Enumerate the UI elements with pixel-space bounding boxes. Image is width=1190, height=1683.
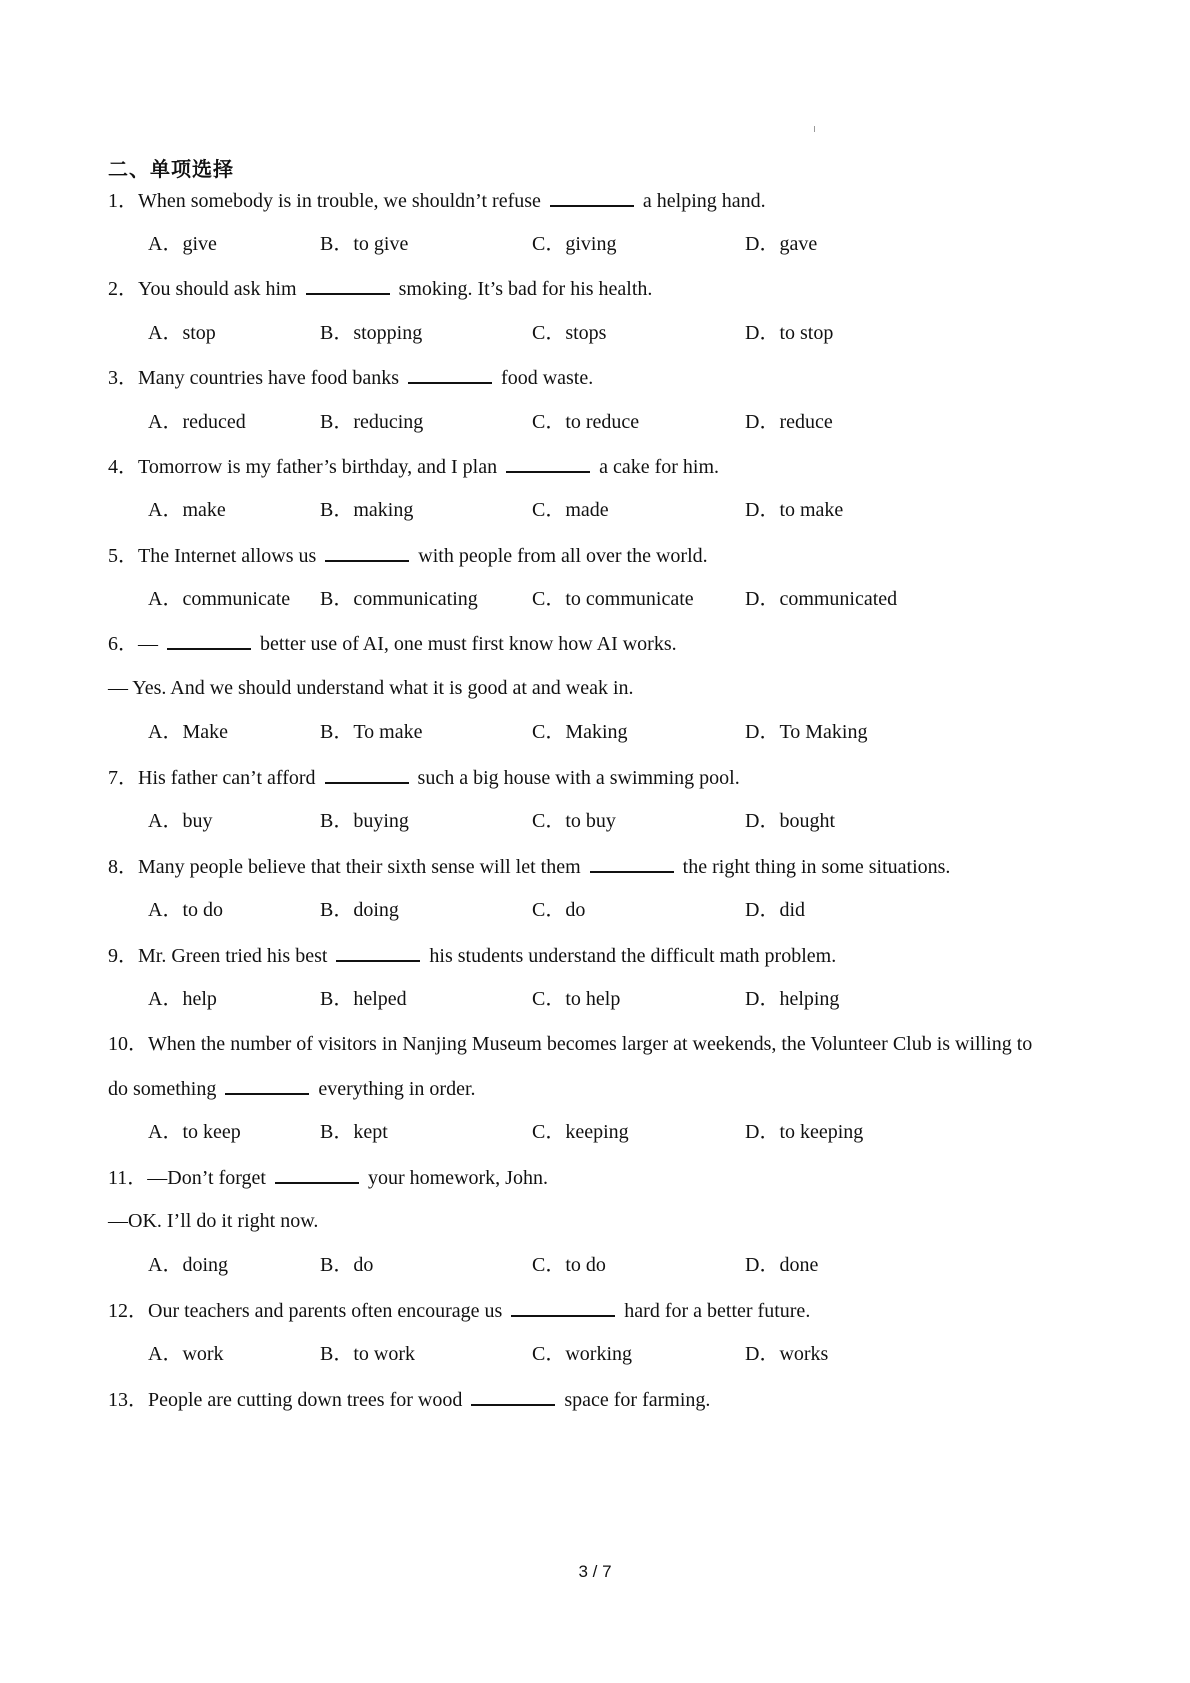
- question-3-option-A[interactable]: A．reduced: [148, 411, 246, 433]
- question-number: 4．: [108, 456, 138, 478]
- question-2-line-1: [108, 273, 652, 303]
- question-8-option-C[interactable]: C．do: [532, 899, 586, 921]
- question-text: Many countries have food banks: [138, 367, 405, 389]
- question-text: Tomorrow is my father’s birthday, and I plan: [138, 456, 503, 478]
- question-number: 12．: [108, 1300, 148, 1322]
- question-7-line-1: [108, 762, 740, 792]
- question-12-option-C[interactable]: C．working: [532, 1343, 632, 1365]
- question-text: hard for a better future.: [619, 1300, 811, 1322]
- question-text: space for farming.: [559, 1389, 711, 1411]
- section-title: 二、单项选择: [108, 157, 234, 181]
- question-10-line-1: [108, 1029, 1032, 1059]
- question-number: 11．: [108, 1167, 148, 1189]
- question-number: 13．: [108, 1389, 148, 1411]
- question-text: People are cutting down trees for wood: [148, 1389, 468, 1411]
- question-6-line-2: [108, 673, 634, 703]
- question-11-option-D[interactable]: D．done: [745, 1254, 819, 1276]
- question-10-option-D[interactable]: D．to keeping: [745, 1121, 864, 1143]
- question-9-line-1: [108, 940, 836, 970]
- answer-blank[interactable]: [167, 628, 251, 650]
- answer-blank[interactable]: [471, 1384, 555, 1406]
- question-9-option-B[interactable]: B．helped: [320, 988, 407, 1010]
- question-11-line-1: [108, 1162, 548, 1192]
- question-text: such a big house with a swimming pool.: [412, 767, 740, 789]
- question-2-option-C[interactable]: C．stops: [532, 322, 607, 344]
- question-number: 1．: [108, 190, 138, 212]
- answer-blank[interactable]: [225, 1073, 309, 1095]
- question-6-option-C[interactable]: C．Making: [532, 721, 628, 743]
- question-text: Many people believe that their sixth sense will let them: [138, 856, 586, 878]
- question-2-option-D[interactable]: D．to stop: [745, 322, 834, 344]
- answer-blank[interactable]: [550, 185, 634, 207]
- question-number: 6．: [108, 633, 138, 655]
- question-1-line-1: [108, 185, 766, 215]
- question-8-line-1: [108, 851, 950, 881]
- question-text: better use of AI, one must first know how AI works.: [255, 633, 677, 655]
- question-9-option-D[interactable]: D．helping: [745, 988, 840, 1010]
- question-3-line-1: [108, 362, 593, 392]
- question-4-line-1: [108, 451, 719, 481]
- question-number: 7．: [108, 767, 138, 789]
- answer-blank[interactable]: [275, 1162, 359, 1184]
- question-text: his students understand the difficult math problem.: [424, 945, 837, 967]
- page-number: 3 / 7: [578, 1562, 612, 1581]
- question-text: your homework, John.: [362, 1167, 548, 1189]
- question-5-option-D[interactable]: D．communicated: [745, 588, 898, 610]
- question-11-option-C[interactable]: C．to do: [532, 1254, 606, 1276]
- question-11-line-2: [108, 1206, 318, 1236]
- question-6-option-D[interactable]: D．To Making: [745, 721, 868, 743]
- question-13-line-1: [108, 1384, 710, 1414]
- question-8-option-B[interactable]: B．doing: [320, 899, 399, 921]
- question-4-option-A[interactable]: A．make: [148, 499, 226, 521]
- question-text: the right thing in some situations.: [677, 856, 951, 878]
- question-6-line-1: [108, 628, 677, 658]
- question-text: —: [138, 633, 163, 655]
- answer-blank[interactable]: [506, 451, 590, 473]
- question-text: Mr. Green tried his best: [138, 945, 333, 967]
- question-10-line-2: [108, 1073, 476, 1103]
- question-text: a cake for him.: [594, 456, 720, 478]
- question-text: everything in order.: [313, 1078, 476, 1100]
- question-6-option-B[interactable]: B．To make: [320, 721, 423, 743]
- question-3-option-D[interactable]: D．reduce: [745, 411, 833, 433]
- question-12-option-B[interactable]: B．to work: [320, 1343, 415, 1365]
- question-text: smoking. It’s bad for his health.: [393, 278, 653, 300]
- question-1-option-C[interactable]: C．giving: [532, 233, 617, 255]
- question-8-option-D[interactable]: D．did: [745, 899, 805, 921]
- question-9-option-A[interactable]: A．help: [148, 988, 217, 1010]
- question-1-option-D[interactable]: D．gave: [745, 233, 818, 255]
- question-text: a helping hand.: [637, 190, 766, 212]
- question-number: 5．: [108, 545, 138, 567]
- question-text: When somebody is in trouble, we shouldn’t refuse: [138, 190, 546, 212]
- question-7-option-C[interactable]: C．to buy: [532, 810, 616, 832]
- question-number: 9．: [108, 945, 138, 967]
- question-10-option-B[interactable]: B．kept: [320, 1121, 388, 1143]
- question-7-option-D[interactable]: D．bought: [745, 810, 835, 832]
- question-2-option-B[interactable]: B．stopping: [320, 322, 423, 344]
- question-5-option-B[interactable]: B．communicating: [320, 588, 478, 610]
- question-10-option-C[interactable]: C．keeping: [532, 1121, 629, 1143]
- question-text: When the number of visitors in Nanjing Museum becomes larger at weekends, the Volunteer Club is willing to: [148, 1033, 1033, 1055]
- question-1-option-B[interactable]: B．to give: [320, 233, 409, 255]
- answer-blank[interactable]: [511, 1295, 615, 1317]
- question-12-option-A[interactable]: A．work: [148, 1343, 224, 1365]
- question-4-option-C[interactable]: C．made: [532, 499, 609, 521]
- question-11-option-A[interactable]: A．doing: [148, 1254, 228, 1276]
- question-5-option-A[interactable]: A．communicate: [148, 588, 291, 610]
- question-text: — Yes. And we should understand what it is good at and weak in.: [108, 677, 634, 699]
- question-text: —OK. I’ll do it right now.: [108, 1210, 319, 1232]
- answer-blank[interactable]: [336, 940, 420, 962]
- question-11-option-B[interactable]: B．do: [320, 1254, 374, 1276]
- question-number: 8．: [108, 856, 138, 878]
- answer-blank[interactable]: [408, 362, 492, 384]
- question-text: You should ask him: [138, 278, 302, 300]
- question-text: The Internet allows us: [138, 545, 322, 567]
- question-9-option-C[interactable]: C．to help: [532, 988, 621, 1010]
- question-6-option-A[interactable]: A．Make: [148, 721, 228, 743]
- question-12-option-D[interactable]: D．works: [745, 1343, 829, 1365]
- answer-blank[interactable]: [590, 851, 674, 873]
- question-text: His father can’t afford: [138, 767, 321, 789]
- question-text: —Don’t forget: [147, 1167, 271, 1189]
- scan-mark: [814, 126, 815, 132]
- question-number: 10．: [108, 1033, 148, 1055]
- question-text: do something: [108, 1078, 222, 1100]
- question-number: 3．: [108, 367, 138, 389]
- question-3-option-C[interactable]: C．to reduce: [532, 411, 640, 433]
- question-7-option-B[interactable]: B．buying: [320, 810, 409, 832]
- question-5-option-C[interactable]: C．to communicate: [532, 588, 694, 610]
- answer-blank[interactable]: [306, 273, 390, 295]
- question-text: with people from all over the world.: [413, 545, 708, 567]
- question-12-line-1: [108, 1295, 810, 1325]
- question-4-option-D[interactable]: D．to make: [745, 499, 844, 521]
- question-3-option-B[interactable]: B．reducing: [320, 411, 424, 433]
- question-8-option-A[interactable]: A．to do: [148, 899, 223, 921]
- question-2-option-A[interactable]: A．stop: [148, 322, 216, 344]
- question-1-option-A[interactable]: A．give: [148, 233, 217, 255]
- question-number: 2．: [108, 278, 138, 300]
- question-10-option-A[interactable]: A．to keep: [148, 1121, 241, 1143]
- question-text: Our teachers and parents often encourage us: [148, 1300, 508, 1322]
- question-7-option-A[interactable]: A．buy: [148, 810, 213, 832]
- answer-blank[interactable]: [325, 762, 409, 784]
- question-text: food waste.: [496, 367, 594, 389]
- question-5-line-1: [108, 540, 708, 570]
- answer-blank[interactable]: [325, 540, 409, 562]
- question-4-option-B[interactable]: B．making: [320, 499, 414, 521]
